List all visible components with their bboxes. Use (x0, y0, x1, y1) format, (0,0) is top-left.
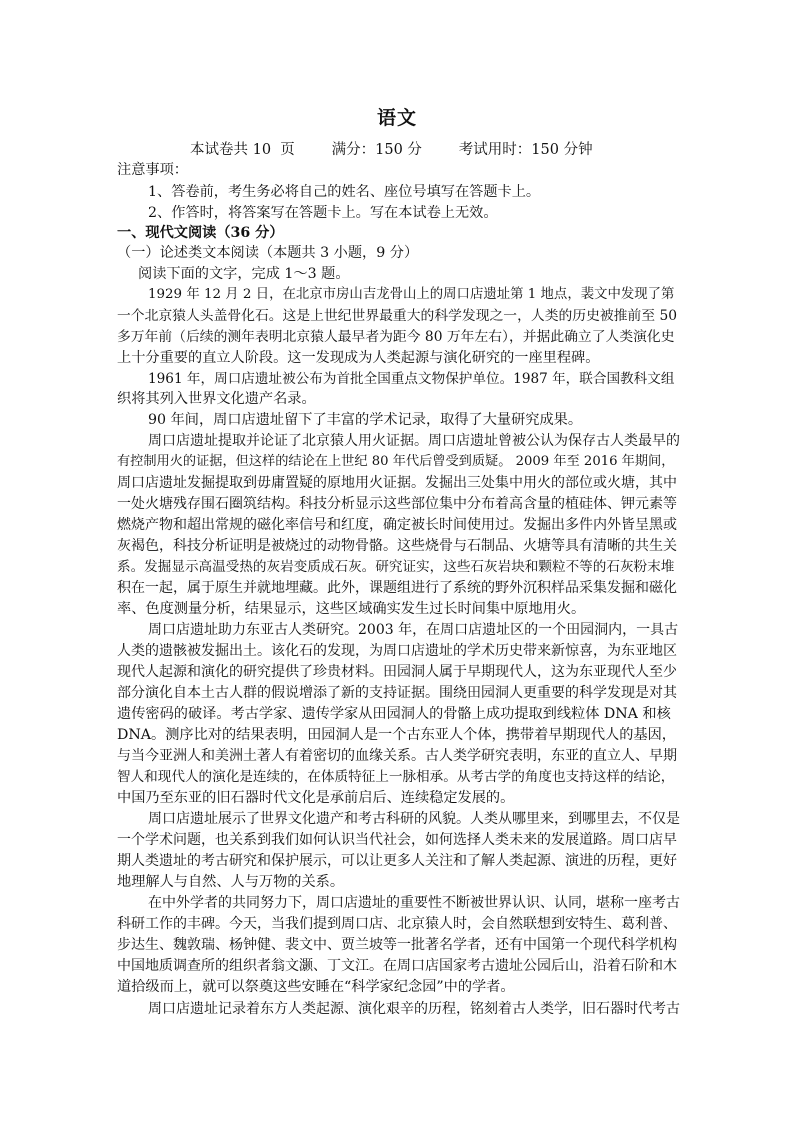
notes-heading: 注意事项： (117, 162, 188, 178)
page-title: 语文 (376, 107, 417, 129)
reading-instruction: 阅读下面的文字，完成 1～3 题。 (138, 266, 350, 282)
text-line: 系。发掘显示高温受热的灰岩变质成石灰。研究证实，这些石灰岩块和颗粒不等的石灰粉末堆 (117, 559, 675, 575)
note-item: 2、作答时，将答案写在答题卡上。写在本试卷上无效。 (148, 205, 498, 221)
text-line: 织将其列入世界文化遗产名录。 (117, 391, 316, 407)
subsection-heading: （一）论述类文本阅读（本题共 3 小题，9 分） (117, 245, 419, 261)
text-line: 多万年前（后续的测年表明北京猿人最早者为距今 80 万年左右），并据此确立了人类演化史 (117, 329, 675, 345)
text-line: 周口店遗址助力东亚古人类研究。2003 年，在周口店遗址区的一个田园洞内，一具古 (148, 622, 679, 638)
text-line: 步达生、魏敦瑞、杨钟健、裴文中、贾兰坡等一批著名学者，还有中国第一个现代科学机构 (117, 937, 677, 953)
text-line: 中国乃至东亚的旧石器时代文化是承前启后、连续稳定发展的。 (117, 790, 515, 806)
text-line: 在中外学者的共同努力下，周口店遗址的重要性不断被世界认识、认同，堪称一座考古 (148, 895, 680, 911)
text-line: 灰褐色，科技分析证明是被烧过的动物骨骼。这些烧骨与石制品、火塘等具有清晰的共生关 (117, 538, 677, 554)
section-heading: 一、现代文阅读（36 分） (117, 225, 284, 241)
text-line: 一个学术问题，也关系到我们如何认识当代社会，如何选择人类未来的发展道路。周口店早 (117, 832, 677, 848)
text-line: 道拾级而上，就可以祭奠这些安睡在“科学家纪念园”中的学者。 (117, 979, 515, 995)
text-line: 期人类遗址的考古研究和保护展示，可以让更多人关注和了解人类起源、演进的历程，更好 (117, 853, 677, 869)
text-line: 一个北京猿人头盖骨化石。这是上世纪世界最重大的科学发现之一，人类的历史被推前至 50 (117, 308, 678, 324)
text-line: 遗传密码的破译。考古学家、遗传学家从田园洞人的骨骼上成功提取到线粒体 DNA 和核 (117, 706, 671, 722)
text-line: 科研工作的丰碑。今天，当我们提到周口店、北京猿人时，会自然联想到安特生、葛利普、 (117, 916, 677, 932)
text-line: 周口店遗址展示了世界文化遗产和考古科研的风貌。人类从哪里来，到哪里去，不仅是 (148, 811, 680, 827)
text-line: 周口店遗址提取并论证了北京猿人用火证据。周口店遗址曾被公认为保存古人类最早的 (148, 433, 680, 449)
text-line: 上十分重要的直立人阶段。这一发现成为人类起源与演化研究的一座里程碑。 (117, 350, 600, 366)
text-line: 一处火塘残存围石圈筑结构。科技分析显示这些部位集中分布着高含量的植硅体、钾元素等 (117, 496, 677, 512)
text-line: 燃烧产物和超出常规的磁化率信号和红度，确定被长时间使用过。发掘出多件内外皆呈黑或 (117, 517, 677, 533)
text-line: 有控制用火的证据，但这样的结论在上世纪 80 年代后曾受到质疑。 2009 年至 2016 年期间， (117, 454, 675, 469)
text-line: 人类的遗骸被发掘出土。该化石的发现，为周口店遗址的学术历史带来新惊喜，为东亚地区 (117, 643, 677, 659)
text-line: 90 年间，周口店遗址留下了丰富的学术记录，取得了大量研究成果。 (148, 412, 583, 428)
text-line: 与当今亚洲人和美洲土著人有着密切的血缘关系。古人类学研究表明，东亚的直立人、早期 (117, 748, 677, 764)
text-line: 周口店遗址发掘提取到毋庸置疑的原地用火证据。发掘出三处集中用火的部位或火塘，其中 (117, 475, 677, 491)
text-line: 部分演化自本土古人群的假说增添了新的支持证据。围绕田园洞人更重要的科学发现是对其 (117, 685, 677, 701)
text-line: 中国地质调查所的组织者翁文灏、丁文江。在周口店国家考古遗址公园后山，沿着石阶和木 (117, 958, 677, 974)
text-line: 现代人起源和演化的研究提供了珍贵材料。田园洞人属于早期现代人，这为东亚现代人至少 (117, 664, 677, 680)
text-line: 1929 年 12 月 2 日，在北京市房山吉龙骨山上的周口店遗址第 1 地点，裴文中发现了第 (148, 287, 675, 302)
text-line: 1961 年，周口店遗址被公布为首批全国重点文物保护单位。1987 年，联合国教科文组 (148, 371, 675, 387)
exam-info: 本试卷共 10 页 满分：150 分 考试用时：150 分钟 (190, 142, 593, 158)
text-line: DNA。测序比对的结果表明，田园洞人是一个古东亚人个体，携带着早期现代人的基因， (117, 727, 676, 743)
text-line: 地理解人与自然、人与万物的关系。 (117, 874, 345, 890)
note-item: 1、答卷前，考生务必将自己的姓名、座位号填写在答题卡上。 (148, 184, 541, 200)
text-line: 周口店遗址记录着东方人类起源、演化艰辛的历程，铭刻着古人类学，旧石器时代考古 (148, 1001, 680, 1017)
text-line: 智人和现代人的演化是连续的，在体质特征上一脉相承。从考古学的角度也支持这样的结论， (117, 769, 675, 785)
text-line: 积在一起，属于原生并就地埋藏。此外，课题组进行了系统的野外沉积样品采集发掘和磁化 (117, 580, 677, 596)
text-line: 率、色度测量分析，结果显示，这些区域确实发生过长时间集中原地用火。 (117, 601, 586, 617)
